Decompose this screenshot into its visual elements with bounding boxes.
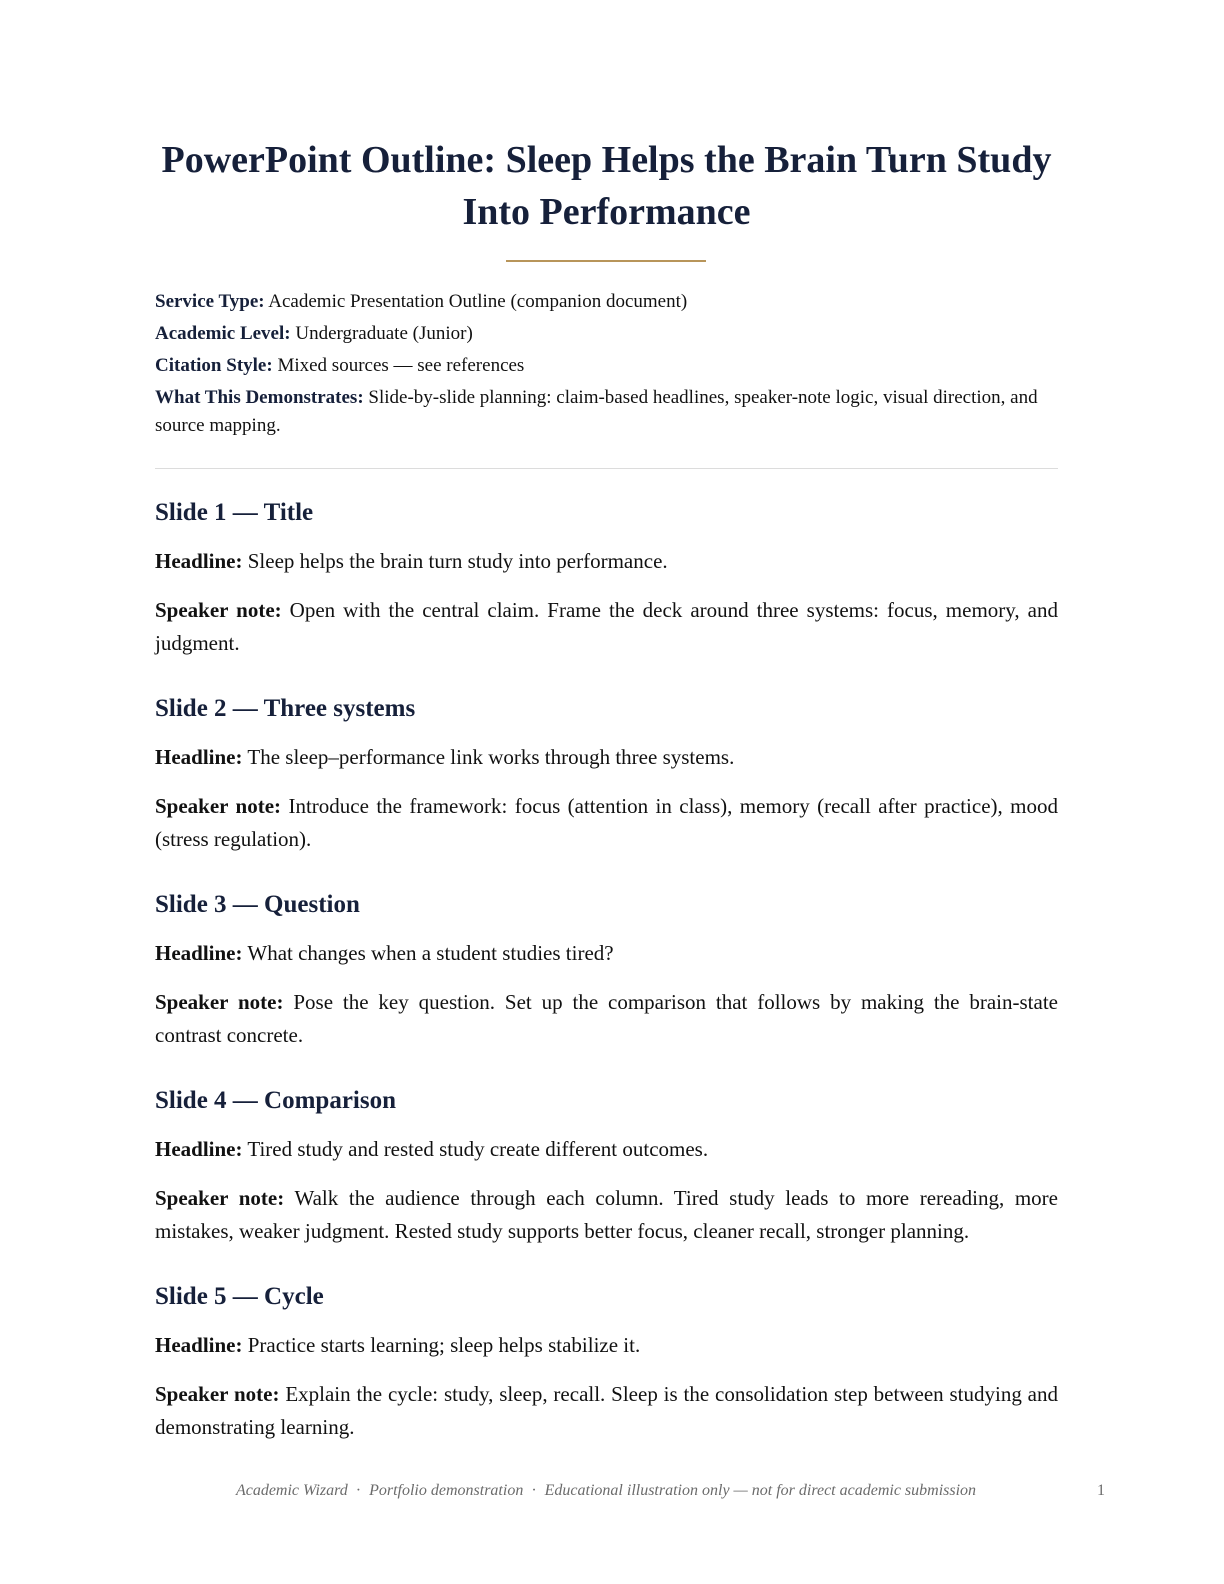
slide-section-4 xyxy=(155,1083,1058,1248)
slide-speaker-note xyxy=(155,1378,1058,1444)
meta-value: Undergraduate (Junior) xyxy=(295,323,473,344)
slide-speaker-note xyxy=(155,790,1058,856)
slide-speaker-note xyxy=(155,1182,1058,1248)
footer-separator: · xyxy=(355,1482,362,1499)
slide-heading: Slide 1 — Title xyxy=(155,499,314,526)
slide-heading: Slide 3 — Question xyxy=(155,891,360,918)
headline-text: What changes when a student studies tired? xyxy=(247,941,614,965)
slide-heading: Slide 5 — Cycle xyxy=(155,1283,324,1310)
meta-key: What This Demonstrates: xyxy=(155,387,364,408)
slide-section-1 xyxy=(155,495,1058,660)
slide-speaker-note xyxy=(155,594,1058,660)
meta-what-this-demonstrates xyxy=(155,384,1058,440)
speaker-note-text: Introduce the framework: focus (attention in class), memory (recall after practice), mood (stress regulation). xyxy=(155,794,1059,851)
speaker-note-label: Speaker note: xyxy=(155,598,282,622)
meta-key: Academic Level: xyxy=(155,323,291,344)
document-meta xyxy=(155,288,1058,444)
meta-value: Academic Presentation Outline (companion document) xyxy=(268,291,688,312)
meta-value: Slide-by-slide planning: claim-based headlines, speaker-note logic, visual direction, and source mapping. xyxy=(155,387,1038,436)
meta-academic-level xyxy=(155,320,1058,348)
meta-key: Citation Style: xyxy=(155,355,273,376)
slide-heading: Slide 2 — Three systems xyxy=(155,695,416,722)
headline-label: Headline: xyxy=(155,549,243,573)
headline-text: Tired study and rested study create different outcomes. xyxy=(247,1137,709,1161)
speaker-note-text: Walk the audience through each column. Tired study leads to more rereading, more mistakes, weaker judgment. Rested study supports better focus, cleaner recall, stronger planning. xyxy=(155,1186,1059,1243)
speaker-note-text: Pose the key question. Set up the comparison that follows by making the brain-state contrast concrete. xyxy=(155,990,1058,1047)
footer-brand: Academic Wizard xyxy=(235,1482,348,1499)
slide-list xyxy=(155,495,1058,1475)
speaker-note-text: Open with the central claim. Frame the deck around three systems: focus, memory, and judgment. xyxy=(155,598,1059,655)
speaker-note-text: Explain the cycle: study, sleep, recall. Sleep is the consolidation step between studying and demonstrating learning. xyxy=(155,1382,1058,1439)
speaker-note-label: Speaker note: xyxy=(155,990,284,1014)
headline-label: Headline: xyxy=(155,745,243,769)
headline-label: Headline: xyxy=(155,1333,243,1357)
headline-text: Practice starts learning; sleep helps stabilize it. xyxy=(247,1333,641,1357)
headline-text: The sleep–performance link works through three systems. xyxy=(247,745,735,769)
slide-headline xyxy=(155,1329,1058,1362)
slide-heading: Slide 4 — Comparison xyxy=(155,1087,397,1114)
meta-key: Service Type: xyxy=(155,291,265,312)
speaker-note-label: Speaker note: xyxy=(155,1382,280,1406)
document-title: PowerPoint Outline: Sleep Helps the Brain Turn Study Into Performance xyxy=(161,139,1052,233)
speaker-note-label: Speaker note: xyxy=(155,1186,285,1210)
headline-label: Headline: xyxy=(155,1137,243,1161)
footer-text xyxy=(0,1480,1212,1502)
slide-section-3 xyxy=(155,887,1058,1052)
title-underline xyxy=(506,260,706,262)
meta-citation-style xyxy=(155,352,1058,380)
footer-tagline: Portfolio demonstration xyxy=(369,1482,524,1499)
meta-service-type xyxy=(155,288,1058,316)
page-number: 1 xyxy=(1097,1482,1105,1499)
slide-headline xyxy=(155,741,1058,774)
slide-headline xyxy=(155,937,1058,970)
slide-section-2 xyxy=(155,691,1058,856)
headline-label: Headline: xyxy=(155,941,243,965)
speaker-note-label: Speaker note: xyxy=(155,794,282,818)
footer-separator: · xyxy=(531,1482,537,1499)
meta-value: Mixed sources — see references xyxy=(277,355,525,376)
slide-headline xyxy=(155,545,1058,578)
slide-headline xyxy=(155,1133,1058,1166)
footer-disclaimer: Educational illustration only — not for direct academic submission xyxy=(544,1482,977,1499)
slide-section-5 xyxy=(155,1279,1058,1444)
slide-speaker-note xyxy=(155,986,1058,1052)
section-divider xyxy=(155,468,1058,469)
headline-text: Sleep helps the brain turn study into performance. xyxy=(247,549,668,573)
